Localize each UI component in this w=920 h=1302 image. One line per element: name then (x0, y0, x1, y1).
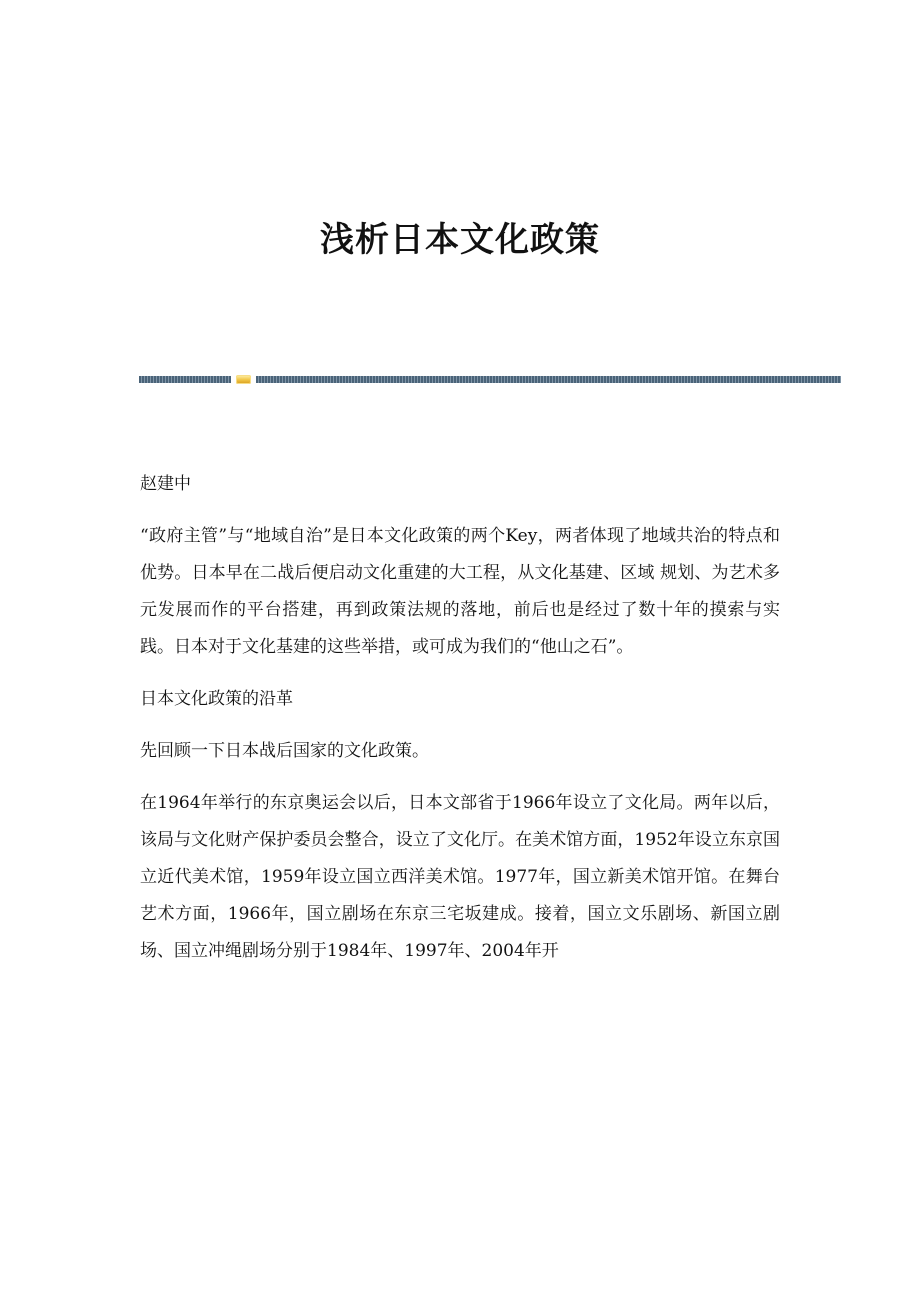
body-paragraph: 先回顾一下日本战后国家的文化政策。 (140, 741, 429, 761)
body-paragraph-history: 在1964年举行的东京奥运会以后，日本文部省于1966年设立了文化局。两年以后，该局与文化财产保护委员会整合，设立了文化厅。在美术馆方面，1952年设立东京国立近代美术馆，1959年设立国立西洋美术馆。1977年，国立新美术馆开馆。在舞台艺术方面，1966年，国立剧场在东京三宅坂建成。接着，国立文乐剧场、新国立剧场、国立冲绳剧场分别于1984年、1997年、2004年开 (140, 793, 780, 961)
document-body (140, 466, 780, 985)
title-divider (139, 375, 841, 384)
author-name: 赵建中 (140, 474, 191, 494)
intro-paragraph: “政府主管”与“地域自治”是日本文化政策的两个Key，两者体现了地域共治的特点和优势。日本早在二战后便启动文化重建的大工程，从文化基建、区域 规划、为艺术多元发展而作的平台搭建，再到政策法规的落地，前后也是经过了数十年的摸索与实践。日本对于文化基建的这些举措，或可成为我们的“他山之石”。 (140, 526, 780, 657)
document-title: 浅析日本文化政策 (320, 220, 600, 260)
divider-bar-right (256, 376, 841, 383)
divider-ornament-icon (236, 375, 251, 384)
divider-bar-left (139, 376, 231, 383)
section-heading: 日本文化政策的沿革 (140, 689, 293, 709)
